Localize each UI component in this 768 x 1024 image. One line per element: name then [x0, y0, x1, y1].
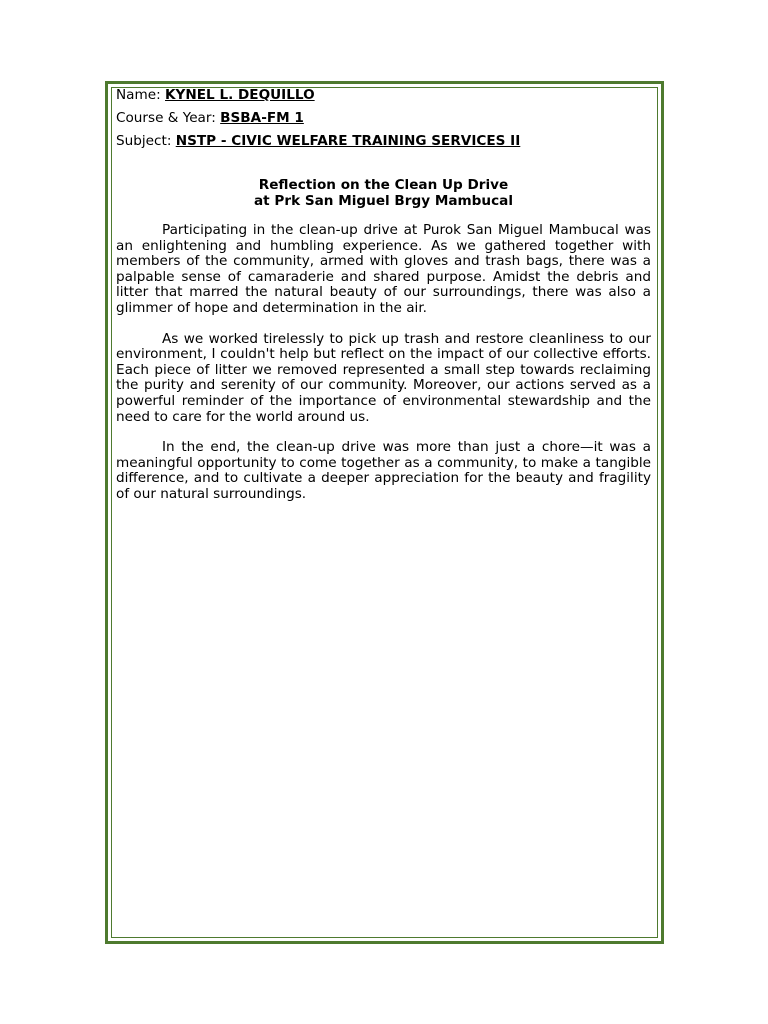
- name-value: KYNEL L. DEQUILLO: [165, 87, 315, 103]
- paragraph-1: Participating in the clean-up drive at Purok San Miguel Mambucal was an enlightening and humbling experience. As we gathered together with members of the community, armed with gloves and trash bags, there was a palpable sense of camaraderie and shared purpose. Amidst the debris and litter that marred the natural beauty of our surroundings, there was also a glimmer of hope and determination in the air.: [116, 222, 651, 316]
- paragraph-2: As we worked tirelessly to pick up trash and restore cleanliness to our environment, I couldn't help but reflect on the impact of our collective efforts. Each piece of litter we removed represented a small step towards reclaiming the purity and serenity of our community. Moreover, our actions served as a powerful reminder of the importance of environmental stewardship and the need to care for the world around us.: [116, 330, 651, 425]
- course-year-value: BSBA-FM 1: [220, 110, 304, 126]
- title-line-2: at Prk San Miguel Brgy Mambucal: [254, 193, 513, 209]
- course-year-field: [116, 109, 651, 127]
- subject-value: NSTP - CIVIC WELFARE TRAINING SERVICES II: [175, 133, 521, 149]
- name-label: Name:: [116, 87, 161, 103]
- document-title: [116, 177, 651, 209]
- course-year-label: Course & Year:: [116, 110, 216, 126]
- subject-field: [116, 132, 651, 150]
- paragraph-3: In the end, the clean-up drive was more than just a chore—it was a meaningful opportunity to come together as a community, to make a tangible difference, and to cultivate a deeper appreciation for the beauty and fragility of our natural surroundings.: [116, 439, 651, 502]
- subject-label: Subject:: [116, 133, 172, 149]
- name-field: [116, 86, 651, 104]
- document-body: [116, 86, 651, 503]
- title-line-1: Reflection on the Clean Up Drive: [258, 177, 509, 193]
